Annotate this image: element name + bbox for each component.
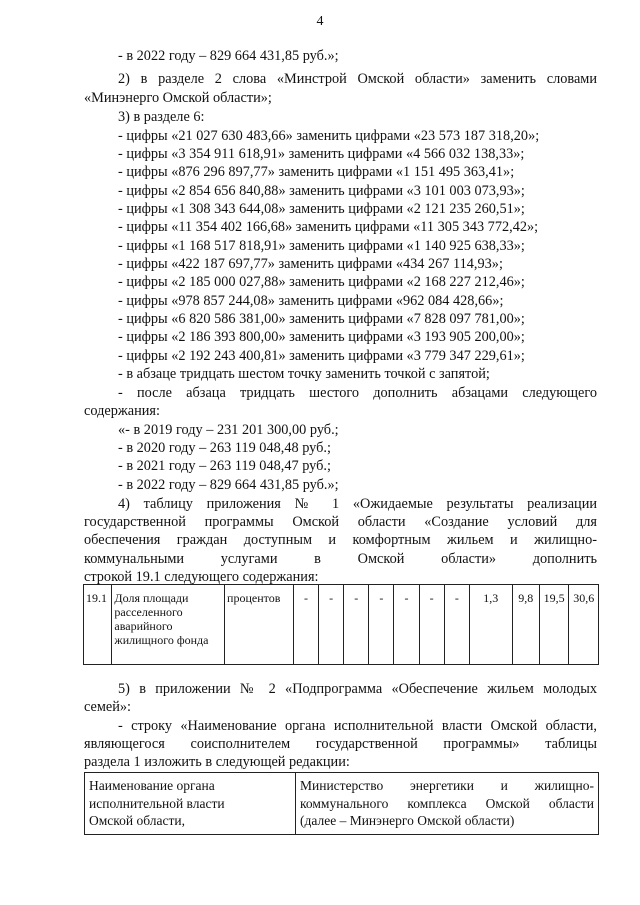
value-cell: -	[319, 585, 344, 665]
figures-line: - цифры «2 192 243 400,81» заменить цифрами «3 779 347 229,61»;	[118, 348, 525, 364]
value-cell: 1,3	[469, 585, 512, 665]
figures-line: - цифры «978 857 244,08» заменить цифрами «962 084 428,66»;	[118, 293, 504, 309]
figures-line: - цифры «6 820 586 381,00» заменить цифрами «7 828 097 781,00»;	[118, 311, 525, 327]
value-cell	[296, 773, 599, 835]
responsible-table	[84, 772, 599, 835]
after-abzac-line-2: содержания:	[84, 403, 160, 419]
paragraph-4-line: 4) таблицу приложения № 1 «Ожидаемые результаты реализации	[118, 496, 597, 512]
value-cell: -	[369, 585, 394, 665]
paragraph-2-line-1: 2) в разделе 2 слова «Минстрой Омской области» заменить словами	[118, 71, 597, 87]
figures-line: - цифры «2 854 656 840,88» заменить цифрами «3 101 003 073,93»;	[118, 183, 525, 199]
paragraph-5-line: семей»:	[84, 699, 132, 715]
figures-line: - цифры «2 185 000 027,88» заменить цифрами «2 168 227 212,46»;	[118, 274, 525, 290]
figures-line: - цифры «422 187 697,77» заменить цифрами «434 267 114,93»;	[118, 256, 503, 272]
value-line: коммунального комплекса Омской области	[300, 795, 594, 811]
figures-line: - цифры «1 308 343 644,08» заменить цифрами «2 121 235 260,51»;	[118, 201, 525, 217]
year-line: - в 2020 году – 263 119 048,48 руб.;	[118, 440, 331, 456]
paragraph-3-heading: 3) в разделе 6:	[118, 109, 205, 125]
table-row	[84, 585, 599, 665]
paragraph-4-line: государственной программы Омской области «Создание условий для	[84, 514, 597, 530]
label-line: Наименование органа	[89, 778, 215, 793]
abzac-line: - в абзаце тридцать шестом точку заменить точкой с запятой;	[118, 366, 490, 382]
value-cell: -	[444, 585, 469, 665]
label-line: Омской области,	[89, 813, 186, 828]
value-cell: 19,5	[539, 585, 569, 665]
value-line: (далее – Минэнерго Омской области)	[300, 813, 515, 828]
figures-line: - цифры «21 027 630 483,66» заменить цифрами «23 573 187 318,20»;	[118, 128, 540, 144]
paragraph-5b-line: являющегося соисполнителем государственной программы» таблицы	[84, 736, 597, 752]
figures-line: - цифры «2 186 393 800,00» заменить цифрами «3 193 905 200,00»;	[118, 329, 525, 345]
value-cell: 30,6	[569, 585, 599, 665]
year-line: - в 2021 году – 263 119 048,47 руб.;	[118, 458, 331, 474]
unit-cell: процентов	[225, 585, 294, 665]
figures-line: - цифры «3 354 911 618,91» заменить цифрами «4 566 032 138,33»;	[118, 146, 525, 162]
value-cell: -	[419, 585, 444, 665]
value-cell: 9,8	[512, 585, 539, 665]
value-line: Министерство энергетики и жилищно-	[300, 778, 594, 793]
paragraph-4-line: строкой 19.1 следующего содержания:	[84, 569, 319, 585]
page-number: 4	[316, 14, 324, 29]
paragraph-5b-line: раздела 1 изложить в следующей редакции:	[84, 754, 350, 770]
paragraph-5-line: 5) в приложении № 2 «Подпрограмма «Обеспечение жильем молодых	[118, 681, 597, 697]
after-abzac-line-1: - после абзаца тридцать шестого дополнить абзацами следующего	[118, 385, 597, 401]
paragraph-2-line-2: «Минэнерго Омской области»;	[84, 90, 272, 106]
figures-line: - цифры «876 296 897,77» заменить цифрами «1 151 495 363,41»;	[118, 164, 515, 180]
value-cell: -	[344, 585, 369, 665]
paragraph-4-line: обеспечения граждан доступным и комфортным жильем и жилищно-	[84, 532, 597, 548]
year-line: «- в 2019 году – 231 201 300,00 руб.;	[118, 422, 339, 438]
indicator-name: Доля площади расселенного аварийного жилищного фонда	[112, 585, 225, 665]
table-row	[85, 773, 599, 835]
value-cell: -	[394, 585, 419, 665]
paragraph-4-line: коммунальными услугами в Омской области» дополнить	[84, 551, 597, 567]
results-table	[83, 584, 599, 665]
row-number: 19.1	[84, 585, 112, 665]
value-cell: -	[293, 585, 318, 665]
figures-line: - цифры «1 168 517 818,91» заменить цифрами «1 140 925 638,33»;	[118, 238, 525, 254]
figures-line: - цифры «11 354 402 166,68» заменить цифрами «11 305 343 772,42»;	[118, 219, 539, 235]
text-line: - в 2022 году – 829 664 431,85 руб.»;	[118, 48, 339, 64]
paragraph-5b-line: - строку «Наименование органа исполнительной власти Омской области,	[118, 718, 597, 734]
label-line: исполнительной власти	[89, 795, 225, 811]
label-cell	[85, 773, 296, 835]
year-line: - в 2022 году – 829 664 431,85 руб.»;	[118, 477, 339, 493]
